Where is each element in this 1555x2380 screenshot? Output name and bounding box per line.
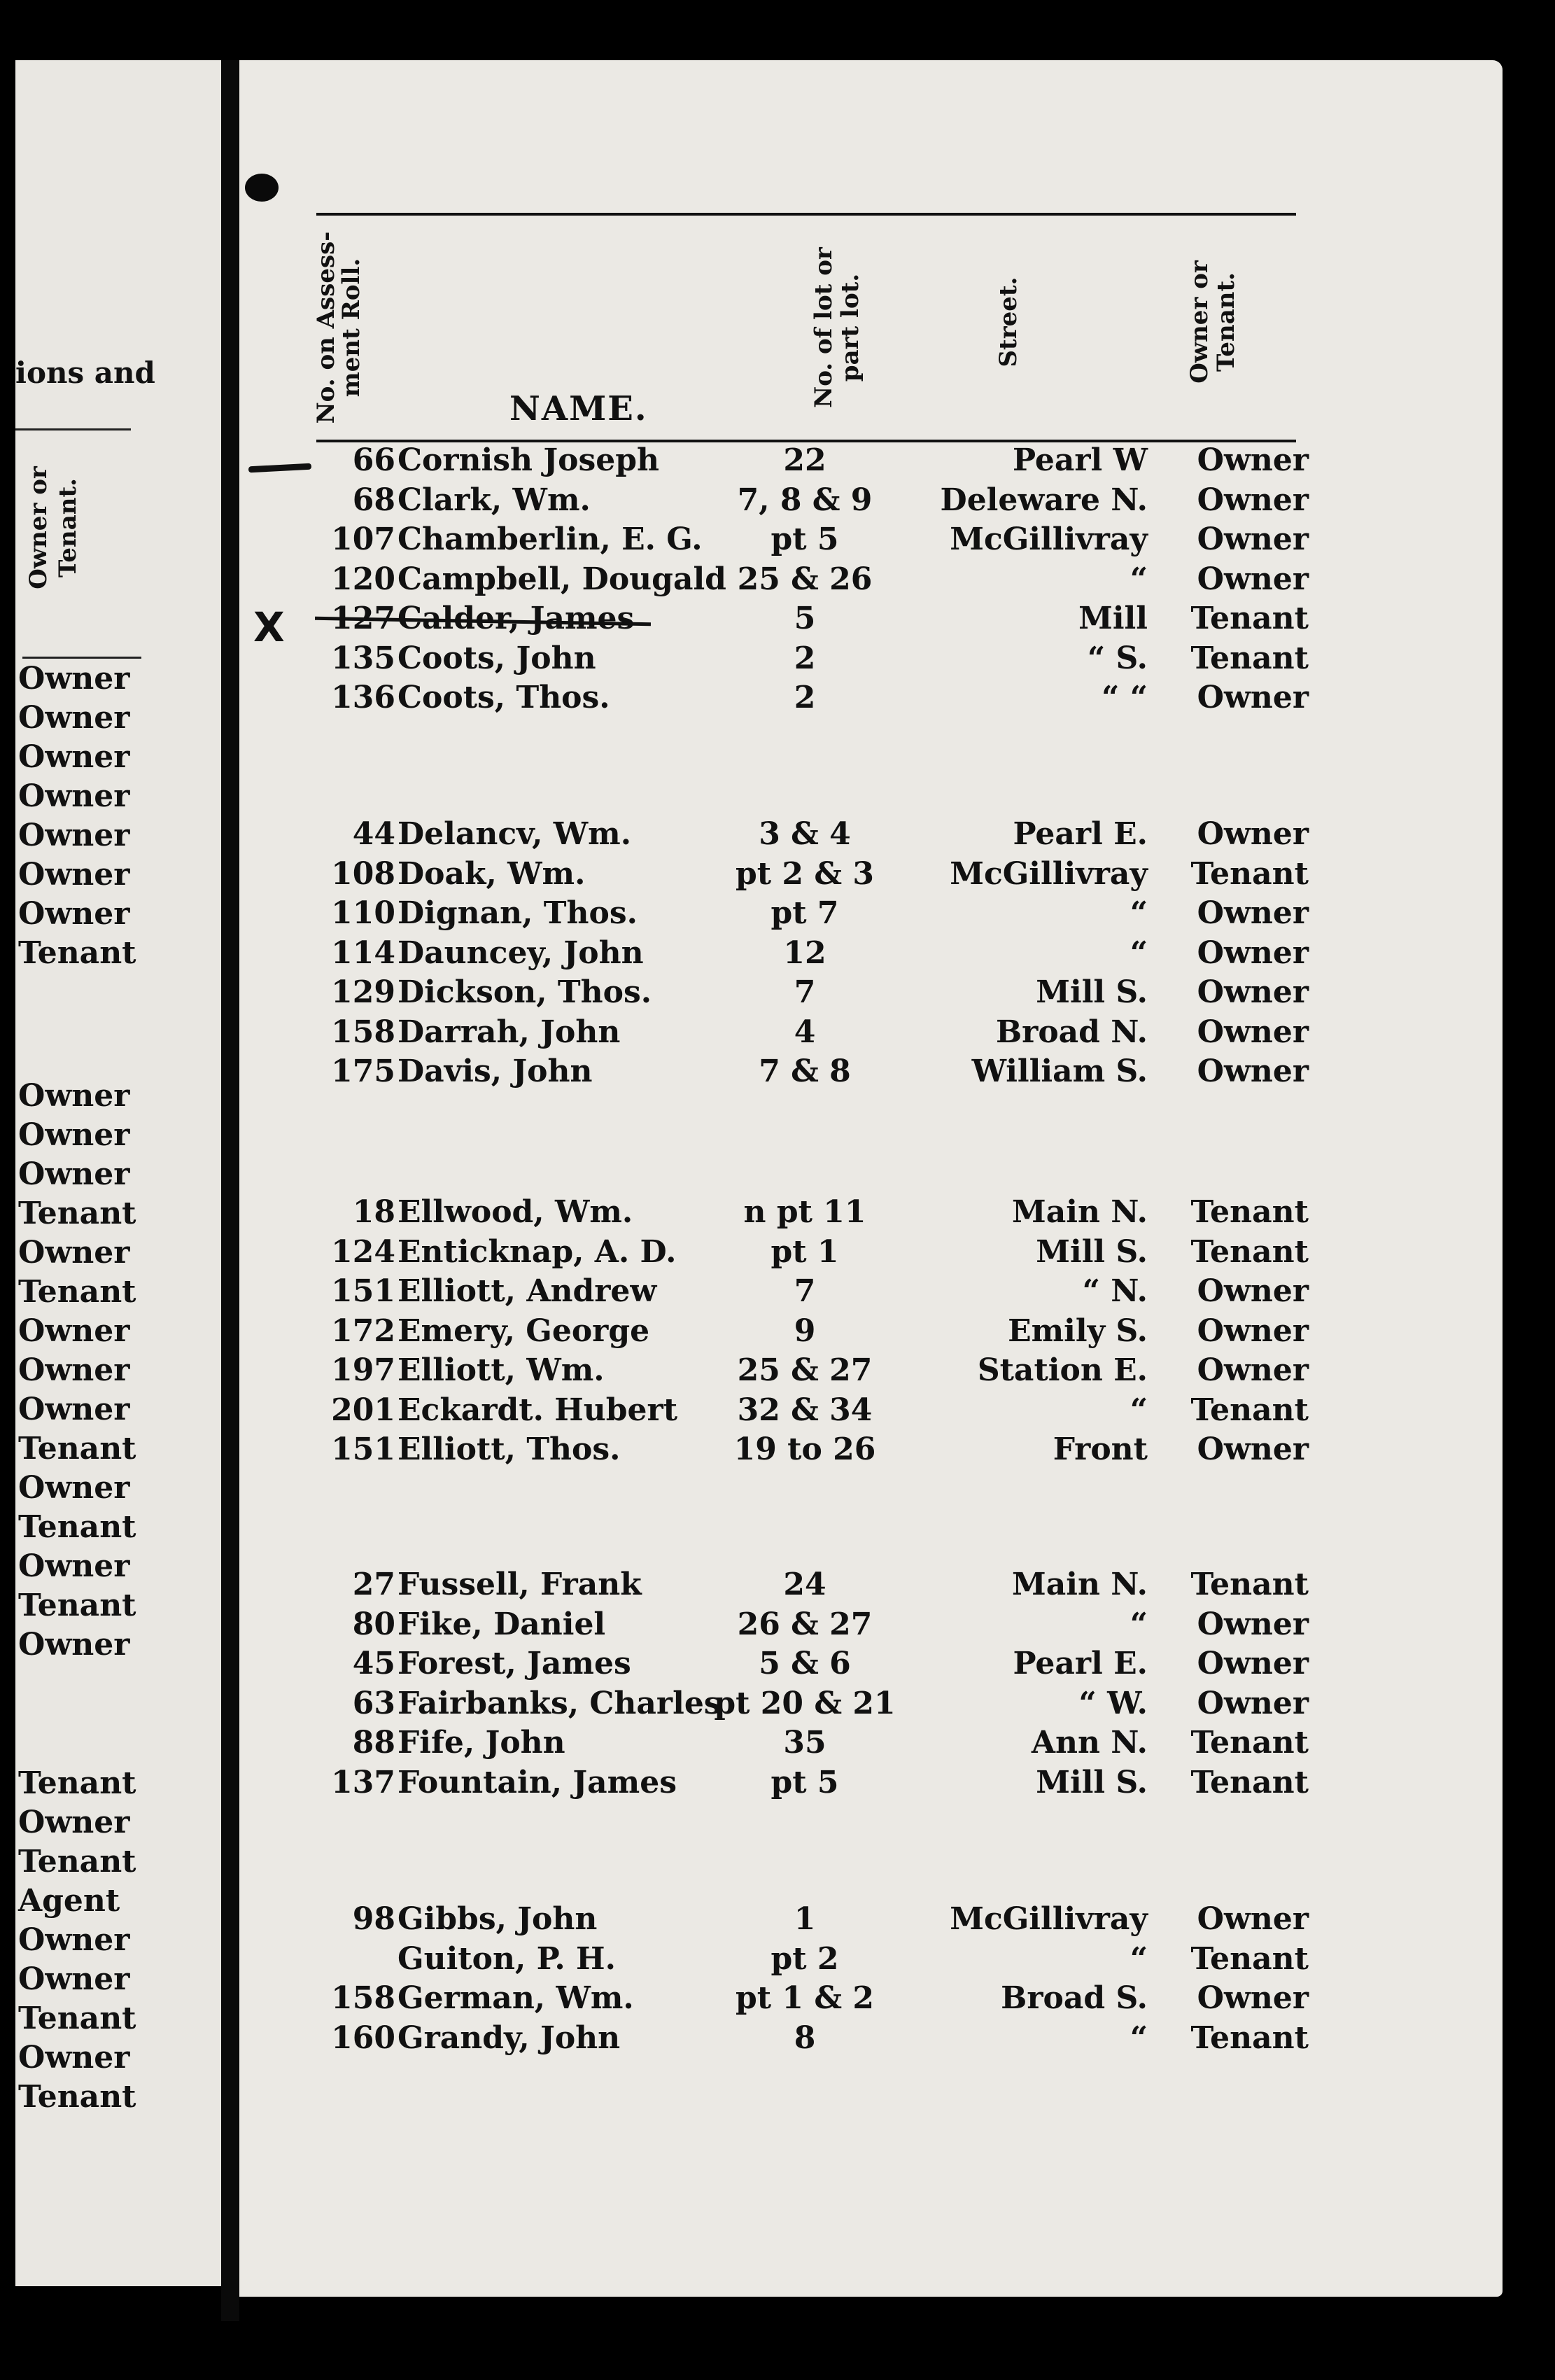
assessment-no-cell: 98	[352, 1901, 395, 1937]
left-page-status: Owner	[18, 1470, 130, 1506]
owner-tenant-cell: Owner	[1197, 895, 1309, 931]
assessment-no-cell: 158	[331, 1980, 395, 2016]
left-page-status: Tenant	[18, 1509, 136, 1545]
lot-cell: 12	[783, 934, 826, 971]
owner-tenant-cell: Tenant	[1190, 1940, 1309, 1977]
lot-cell: 7 & 8	[759, 1054, 851, 1089]
left-page-rule	[22, 657, 141, 659]
street-cell: “	[1130, 1606, 1148, 1642]
lot-cell: 2	[794, 640, 816, 676]
owner-tenant-cell: Owner	[1197, 816, 1309, 852]
street-cell: Main N.	[1012, 1194, 1148, 1230]
left-page-status: Owner	[18, 1313, 130, 1349]
street-cell: Station E.	[977, 1352, 1148, 1388]
assessment-no-cell: 129	[331, 974, 395, 1010]
left-page-status: Tenant	[18, 2079, 136, 2115]
street-cell: “	[1130, 561, 1148, 597]
left-page-status: Owner	[18, 1548, 130, 1584]
left-page-status: Owner	[18, 739, 130, 775]
lot-cell: 35	[783, 1725, 826, 1760]
lot-cell: pt 5	[771, 522, 839, 557]
name-cell: Doak, Wm.	[397, 855, 586, 892]
assessment-no-cell: 63	[352, 1685, 395, 1721]
name-cell: Calder, James	[397, 601, 635, 636]
owner-tenant-cell: Tenant	[1190, 1764, 1309, 1800]
street-cell: Broad S.	[1001, 1980, 1148, 2016]
assessment-no-cell: 151	[331, 1273, 395, 1309]
name-cell: Campbell, Dougald	[397, 561, 726, 597]
owner-tenant-cell: Tenant	[1190, 1194, 1309, 1230]
street-cell: “	[1130, 1940, 1148, 1977]
street-cell: Mill S.	[1036, 974, 1148, 1010]
name-cell: Delancv, Wm.	[397, 816, 632, 852]
street-cell: Mill	[1078, 601, 1148, 636]
owner-tenant-cell: Owner	[1197, 442, 1309, 478]
assessment-no-cell: 45	[352, 1646, 395, 1681]
street-cell: “	[1130, 934, 1148, 971]
left-page-status: Owner	[18, 1922, 130, 1958]
owner-tenant-cell: Tenant	[1190, 1567, 1309, 1602]
assessment-no-cell: 137	[331, 1764, 395, 1800]
left-page-status: Owner	[18, 2040, 130, 2076]
lot-cell: 7	[794, 1273, 816, 1309]
owner-tenant-cell: Tenant	[1190, 855, 1309, 892]
lot-cell: 26 & 27	[737, 1606, 873, 1642]
street-cell: Pearl W	[1012, 442, 1148, 478]
lot-cell: n pt 11	[743, 1194, 866, 1230]
name-cell: Dauncey, John	[397, 934, 644, 971]
left-page-status: Owner	[18, 1805, 130, 1840]
lot-cell: pt 20 & 21	[714, 1685, 896, 1721]
assessment-no-cell: 107	[331, 522, 395, 557]
left-page-status: Owner	[18, 1392, 130, 1427]
left-page-column-header: Owner or Tenant.	[24, 466, 82, 589]
owner-tenant-cell: Owner	[1197, 1685, 1309, 1721]
assessment-no-cell: 172	[331, 1312, 395, 1349]
lot-cell: 4	[794, 1014, 816, 1050]
owner-tenant-cell: Tenant	[1190, 601, 1309, 636]
owner-tenant-cell: Owner	[1197, 1273, 1309, 1309]
left-page-status: Owner	[18, 1627, 130, 1662]
name-cell: Fife, John	[397, 1725, 565, 1760]
street-cell: “ S.	[1087, 640, 1148, 676]
name-cell: Ellwood, Wm.	[397, 1194, 633, 1230]
assessment-no-cell: 120	[331, 561, 395, 597]
left-page-status: Tenant	[18, 1274, 136, 1310]
street-cell: “ W.	[1078, 1685, 1148, 1721]
owner-tenant-cell: Owner	[1197, 1014, 1309, 1050]
name-cell: Elliott, Wm.	[397, 1352, 605, 1388]
left-page-status: Owner	[18, 857, 130, 892]
lot-cell: 19 to 26	[733, 1432, 876, 1467]
left-page-status: Owner	[18, 818, 130, 853]
column-header-name: NAME.	[509, 389, 648, 428]
column-header-owner-tenant: Owner or Tenant.	[1185, 260, 1240, 384]
left-page-status: Owner	[18, 896, 130, 932]
lot-cell: pt 2 & 3	[736, 855, 874, 892]
left-page-status: Tenant	[18, 1844, 136, 1879]
owner-tenant-cell: Owner	[1197, 522, 1309, 557]
lot-cell: 9	[794, 1312, 816, 1349]
lot-cell: 5	[794, 601, 816, 636]
assessment-no-cell: 136	[331, 680, 395, 715]
assessment-no-cell: 197	[331, 1352, 395, 1388]
name-cell: Darrah, John	[397, 1014, 621, 1050]
street-cell: McGillivray	[950, 855, 1148, 892]
name-cell: Emery, George	[397, 1312, 650, 1349]
left-page-status: Agent	[18, 1883, 120, 1919]
owner-tenant-cell: Owner	[1197, 1901, 1309, 1937]
name-cell: Coots, Thos.	[397, 680, 610, 715]
street-cell: William S.	[971, 1054, 1148, 1089]
left-page-rule	[15, 428, 131, 430]
left-page-heading-fragment: ions and	[15, 356, 155, 390]
owner-tenant-cell: Tenant	[1190, 2019, 1309, 2056]
column-header-lot: No. of lot or part lot.	[810, 247, 864, 408]
name-cell: Fussell, Frank	[397, 1567, 642, 1602]
left-page-status: Owner	[18, 661, 130, 696]
owner-tenant-cell: Owner	[1197, 974, 1309, 1010]
left-page-status: Owner	[18, 1961, 130, 1997]
name-cell: Coots, John	[397, 640, 596, 676]
assessment-no-cell: 88	[352, 1725, 395, 1760]
left-page-fragment	[15, 60, 232, 2286]
owner-tenant-cell: Tenant	[1190, 640, 1309, 676]
name-cell: Elliott, Thos.	[397, 1432, 621, 1467]
left-page-status: Owner	[18, 778, 130, 814]
name-cell: Gibbs, John	[397, 1901, 598, 1937]
owner-tenant-cell: Owner	[1197, 1352, 1309, 1388]
street-cell: “	[1130, 2019, 1148, 2056]
assessment-no-cell: 114	[331, 934, 395, 971]
owner-tenant-cell: Tenant	[1190, 1233, 1309, 1270]
name-cell: Dickson, Thos.	[397, 974, 652, 1010]
assessment-no-cell: 66	[352, 442, 395, 478]
street-cell: McGillivray	[950, 522, 1148, 557]
left-page-status: Owner	[18, 1235, 130, 1270]
street-cell: McGillivray	[950, 1901, 1148, 1937]
assessment-no-cell: 110	[331, 895, 395, 931]
assessment-no-cell: 80	[352, 1606, 395, 1642]
lot-cell: 5 & 6	[759, 1646, 851, 1681]
header-top-rule	[316, 213, 1296, 216]
assessment-no-cell: 175	[331, 1054, 395, 1089]
assessment-no-cell: 27	[352, 1567, 395, 1602]
name-cell: Elliott, Andrew	[397, 1273, 657, 1309]
assessment-no-cell: 68	[352, 482, 395, 518]
street-cell: Pearl E.	[1013, 816, 1148, 852]
owner-tenant-cell: Owner	[1197, 1646, 1309, 1681]
owner-tenant-cell: Tenant	[1190, 1392, 1309, 1428]
assessment-no-cell: 127	[331, 601, 395, 636]
lot-cell: pt 1 & 2	[736, 1980, 874, 2016]
name-cell: Grandy, John	[397, 2019, 621, 2056]
left-page-status: Tenant	[18, 1196, 136, 1231]
lot-cell: 2	[794, 680, 816, 715]
column-header-street: Street.	[994, 276, 1022, 368]
assessment-no-cell: 108	[331, 855, 395, 892]
lot-cell: pt 1	[771, 1233, 839, 1270]
lot-cell: 32 & 34	[737, 1392, 873, 1428]
left-page-status: Tenant	[18, 1765, 136, 1801]
left-page-status: Tenant	[18, 1431, 136, 1466]
owner-tenant-cell: Owner	[1197, 1432, 1309, 1467]
street-cell: Mill S.	[1036, 1233, 1148, 1270]
name-cell: Davis, John	[397, 1054, 593, 1089]
street-cell: Front	[1053, 1432, 1148, 1467]
lot-cell: pt 5	[771, 1764, 839, 1800]
lot-cell: pt 7	[771, 895, 839, 931]
street-cell: Main N.	[1012, 1567, 1148, 1602]
assessment-no-cell: 124	[331, 1233, 395, 1270]
owner-tenant-cell: Owner	[1197, 934, 1309, 971]
name-cell: Enticknap, A. D.	[397, 1233, 677, 1270]
street-cell: Pearl E.	[1013, 1646, 1148, 1681]
street-cell: Ann N.	[1031, 1725, 1148, 1760]
x-mark-annotation: X	[253, 603, 285, 651]
column-header-assessment-no: No. on Assess- ment Roll.	[312, 231, 365, 424]
lot-cell: 25 & 27	[737, 1352, 873, 1388]
owner-tenant-cell: Owner	[1197, 1312, 1309, 1349]
assessment-no-cell: 158	[331, 1014, 395, 1050]
left-page-status: Tenant	[18, 1588, 136, 1623]
name-cell: Chamberlin, E. G.	[397, 522, 703, 557]
owner-tenant-cell: Owner	[1197, 561, 1309, 597]
name-cell: Fike, Daniel	[397, 1606, 606, 1642]
lot-cell: 1	[794, 1901, 816, 1937]
left-page-status: Owner	[18, 1156, 130, 1192]
ink-blot	[245, 174, 279, 202]
left-page-status: Owner	[18, 1078, 130, 1114]
name-cell: Guiton, P. H.	[397, 1940, 616, 1977]
name-cell: German, Wm.	[397, 1980, 634, 2016]
lot-cell: 7, 8 & 9	[737, 482, 873, 518]
street-cell: Mill S.	[1036, 1764, 1148, 1800]
owner-tenant-cell: Owner	[1197, 1054, 1309, 1089]
name-cell: Clark, Wm.	[397, 482, 591, 518]
owner-tenant-cell: Owner	[1197, 1606, 1309, 1642]
lot-cell: 7	[794, 974, 816, 1010]
lot-cell: 3 & 4	[759, 816, 851, 852]
name-cell: Fountain, James	[397, 1764, 677, 1800]
assessment-no-cell: 18	[352, 1194, 395, 1230]
left-page-status: Owner	[18, 1117, 130, 1153]
left-page-status: Owner	[18, 1352, 130, 1388]
street-cell: “ “	[1102, 680, 1148, 715]
street-cell: “	[1130, 1392, 1148, 1428]
owner-tenant-cell: Tenant	[1190, 1725, 1309, 1760]
name-cell: Eckardt. Hubert	[397, 1392, 678, 1428]
street-cell: “ N.	[1082, 1273, 1148, 1309]
street-cell: Deleware N.	[940, 482, 1148, 518]
owner-tenant-cell: Owner	[1197, 482, 1309, 518]
left-page-status: Tenant	[18, 935, 136, 971]
assessment-no-cell: 151	[331, 1432, 395, 1467]
name-cell: Cornish Joseph	[397, 442, 660, 478]
name-cell: Fairbanks, Charles	[397, 1685, 722, 1721]
name-cell: Forest, James	[397, 1646, 631, 1681]
assessment-no-cell: 44	[352, 816, 395, 852]
lot-cell: 25 & 26	[737, 561, 873, 597]
street-cell: “	[1130, 895, 1148, 931]
street-cell: Broad N.	[995, 1014, 1148, 1050]
lot-cell: 24	[783, 1567, 826, 1602]
owner-tenant-cell: Owner	[1197, 680, 1309, 715]
assessment-no-cell: 160	[331, 2019, 395, 2056]
lot-cell: pt 2	[771, 1940, 839, 1977]
left-page-status: Tenant	[18, 2001, 136, 2036]
left-page-status: Owner	[18, 700, 130, 736]
lot-cell: 8	[794, 2019, 816, 2056]
street-cell: Emily S.	[1008, 1312, 1148, 1349]
owner-tenant-cell: Owner	[1197, 1980, 1309, 2016]
assessment-no-cell: 135	[331, 640, 395, 676]
assessment-no-cell: 201	[331, 1392, 395, 1428]
name-cell: Dignan, Thos.	[397, 895, 638, 931]
lot-cell: 22	[783, 442, 826, 478]
